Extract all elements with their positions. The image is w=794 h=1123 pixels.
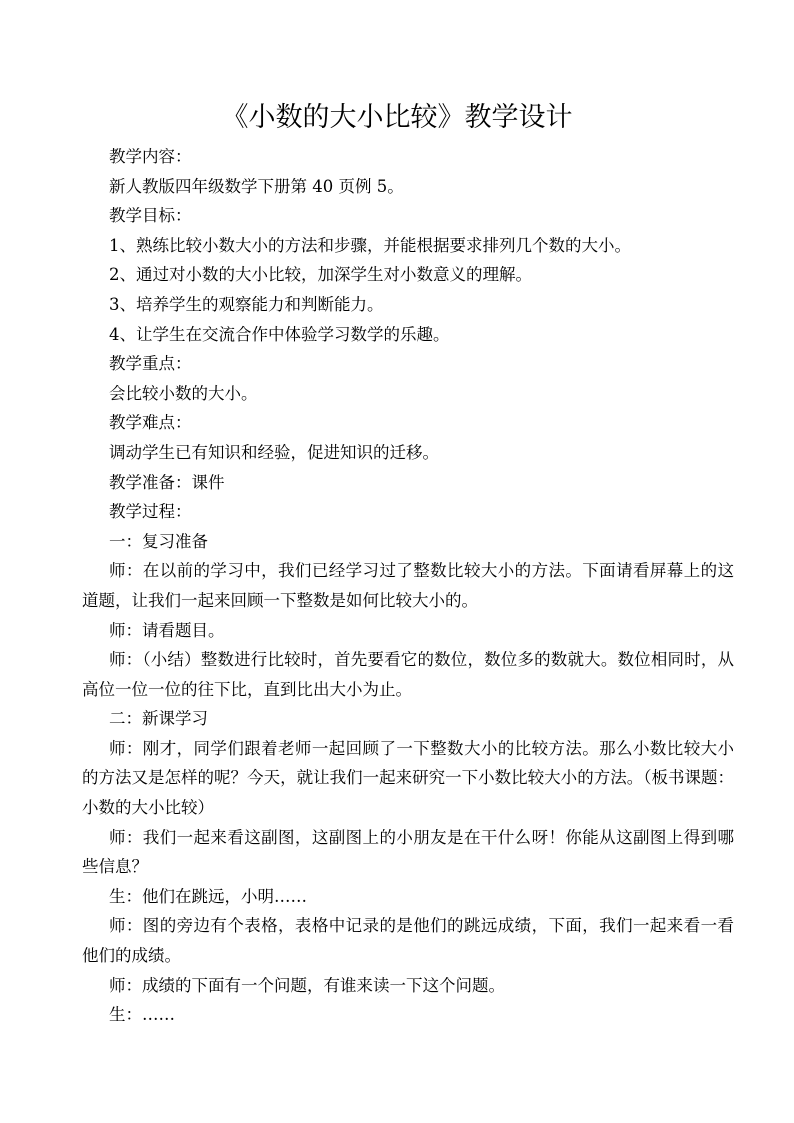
dialogue-paragraph: 师：请看题目。 — [109, 620, 225, 640]
dialogue-paragraph: 师：成绩的下面有一个问题，有谁来读一下这个问题。 — [109, 975, 505, 995]
dialogue-paragraph: 生：…… — [109, 1005, 175, 1025]
section-heading-process: 教学过程： — [109, 502, 192, 522]
document-title: 《小数的大小比较》教学设计 — [221, 102, 573, 133]
dialogue-paragraph: 师：我们一起来看这副图，这副图上的小朋友是在干什么呀！你能从这副图上得到哪些信息？ — [82, 827, 734, 877]
preparation-text: 教学准备：课件 — [109, 472, 225, 492]
section-heading-key-points: 教学重点： — [109, 354, 192, 374]
dialogue-paragraph: 师：图的旁边有个表格，表格中记录的是他们的跳远成绩，下面，我们一起来看一看他们的成绩。 — [82, 916, 734, 966]
objective-item: 4、让学生在交流合作中体验学习数学的乐趣。 — [109, 324, 450, 344]
dialogue-paragraph: 师：刚才，同学们跟着老师一起回顾了一下整数大小的比较方法。那么小数比较大小的方法又是怎样的呢？今天，就让我们一起来研究一下小数比较大小的方法。（板书课题：小数的大小比较） — [82, 738, 734, 818]
objective-item: 3、培养学生的观察能力和判断能力。 — [109, 294, 384, 314]
objective-item: 1、熟练比较小数大小的方法和步骤，并能根据要求排列几个数的大小。 — [109, 235, 631, 255]
dialogue-paragraph: 师：（小结）整数进行比较时，首先要看它的数位，数位多的数就大。数位相同时，从高位一位一位的往下比，直到比出大小为止。 — [82, 650, 734, 699]
document-body — [82, 142, 734, 1030]
dialogue-paragraph: 师：在以前的学习中，我们已经学习过了整数比较大小的方法。下面请看屏幕上的这道题，让我们一起来回顾一下整数是如何比较大小的。 — [82, 561, 734, 610]
subsection-heading-review: 一：复习准备 — [109, 531, 208, 551]
subsection-heading-new-lesson: 二：新课学习 — [109, 709, 208, 729]
dialogue-paragraph: 生：他们在跳远，小明…… — [109, 886, 307, 906]
section-heading-objectives: 教学目标： — [109, 206, 192, 226]
content-text: 新人教版四年级数学下册第 40 页例 5。 — [109, 176, 404, 196]
difficulty-text: 调动学生已有知识和经验，促进知识的迁移。 — [109, 442, 439, 462]
objective-item: 2、通过对小数的大小比较，加深学生对小数意义的理解。 — [109, 265, 532, 285]
section-heading-difficulties: 教学难点： — [109, 413, 192, 433]
key-point-text: 会比较小数的大小。 — [109, 383, 258, 403]
section-heading-content: 教学内容： — [109, 147, 192, 166]
